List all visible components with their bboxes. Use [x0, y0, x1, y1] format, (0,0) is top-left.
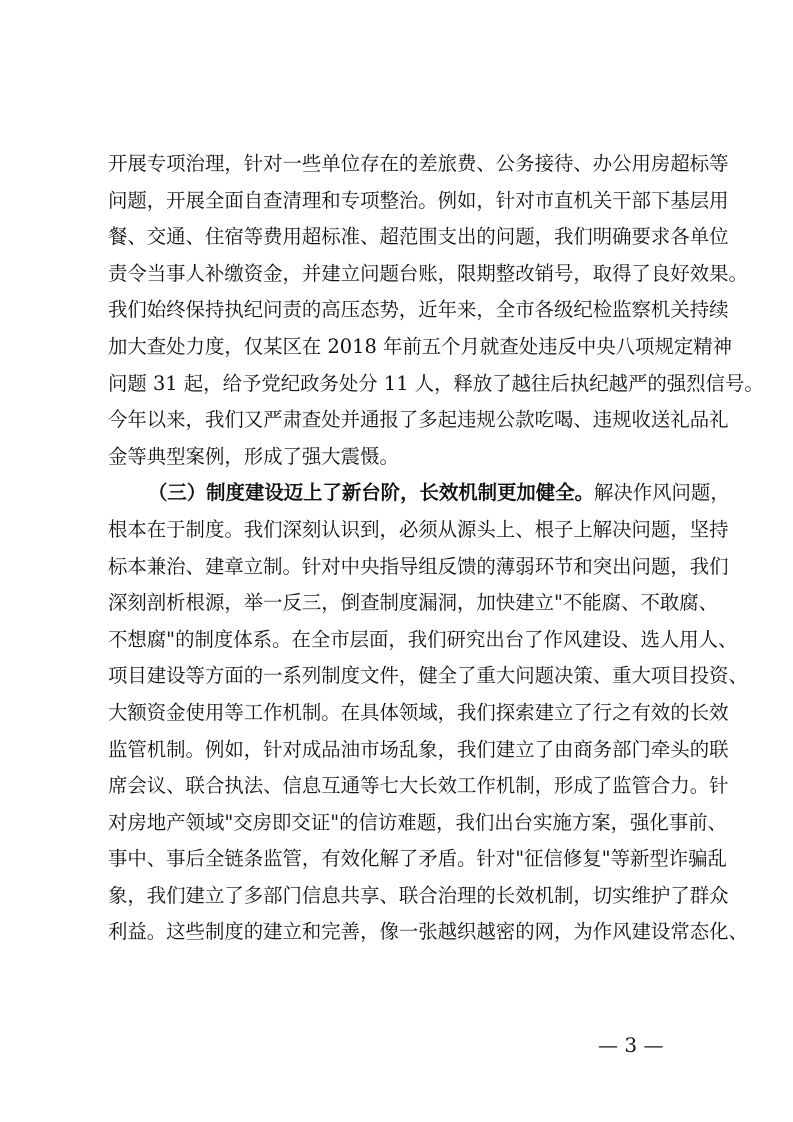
text-line: 对房地产领域"交房即交证"的信访难题，我们出台实施方案，强化事前、: [108, 810, 727, 834]
text-line: 深刻剖析根源，举一反三，倒查制度漏洞，加快建立"不能腐、不敢腐、: [108, 591, 719, 615]
text-line: 餐、交通、住宿等费用超标准、超范围支出的问题，我们明确要求各单位: [108, 225, 729, 249]
text-line: 项目建设等方面的一系列制度文件，健全了重大问题决策、重大项目投资、: [108, 664, 748, 688]
section-heading: （三）制度建设迈上了新台阶，长效机制更加健全。: [148, 481, 594, 505]
section-heading-line: [108, 475, 730, 512]
text-line: 今年以来，我们又严肃查处并通报了多起违规公款吃喝、违规收送礼品礼: [108, 408, 729, 432]
text-line: 我们始终保持执纪问责的高压态势，近年来，全市各级纪检监察机关持续: [108, 298, 729, 322]
text-line: 开展专项治理，针对一些单位存在的差旅费、公务接待、办公用房超标等: [108, 152, 729, 175]
text-line: 问题，开展全面自查清理和专项整治。例如，针对市直机关干部下基层用: [108, 188, 729, 212]
text-line: 责令当事人补缴资金，并建立问题台账，限期整改销号，取得了良好效果。: [108, 261, 748, 285]
text-line: 利益。这些制度的建立和完善，像一张越织越密的网，为作风建设常态化、: [108, 920, 748, 944]
text-line: 事中、事后全链条监管，有效化解了矛盾。针对"征信修复"等新型诈骗乱: [108, 847, 727, 871]
text-line: 加大查处力度，仅某区在 2018 年前五个月就查处违反中央八项规定精神: [108, 334, 733, 358]
text-line: 问题 31 起，给予党纪政务处分 11 人，释放了越往后执纪越严的强烈信号。: [108, 371, 764, 395]
text-line: 不想腐"的制度体系。在全市层面，我们研究出台了作风建设、选人用人、: [108, 627, 738, 651]
text-line: 根本在于制度。我们深刻认识到，必须从源头上、根子上解决问题，坚持: [108, 517, 729, 541]
text-line: 监管机制。例如，针对成品油市场乱象，我们建立了由商务部门牵头的联: [108, 737, 729, 761]
text-line: 大额资金使用等工作机制。在具体领域，我们探索建立了行之有效的长效: [108, 700, 729, 724]
text-line: 象，我们建立了多部门信息共享、联合治理的长效机制，切实维护了群众: [108, 883, 729, 907]
text-line: 金等典型案例，形成了强大震慑。: [108, 444, 399, 468]
text-line: 席会议、联合执法、信息互通等七大长效工作机制，形成了监管合力。针: [108, 774, 729, 798]
paragraph-2: [108, 475, 748, 951]
heading-line-rest: 解决作风问题，: [593, 481, 730, 505]
paragraph-1: [108, 146, 764, 475]
text-line: 标本兼治、建章立制。针对中央指导组反馈的薄弱环节和突出问题，我们: [108, 554, 729, 578]
page-number: — 3 —: [598, 1033, 664, 1057]
document-body: [108, 146, 764, 951]
